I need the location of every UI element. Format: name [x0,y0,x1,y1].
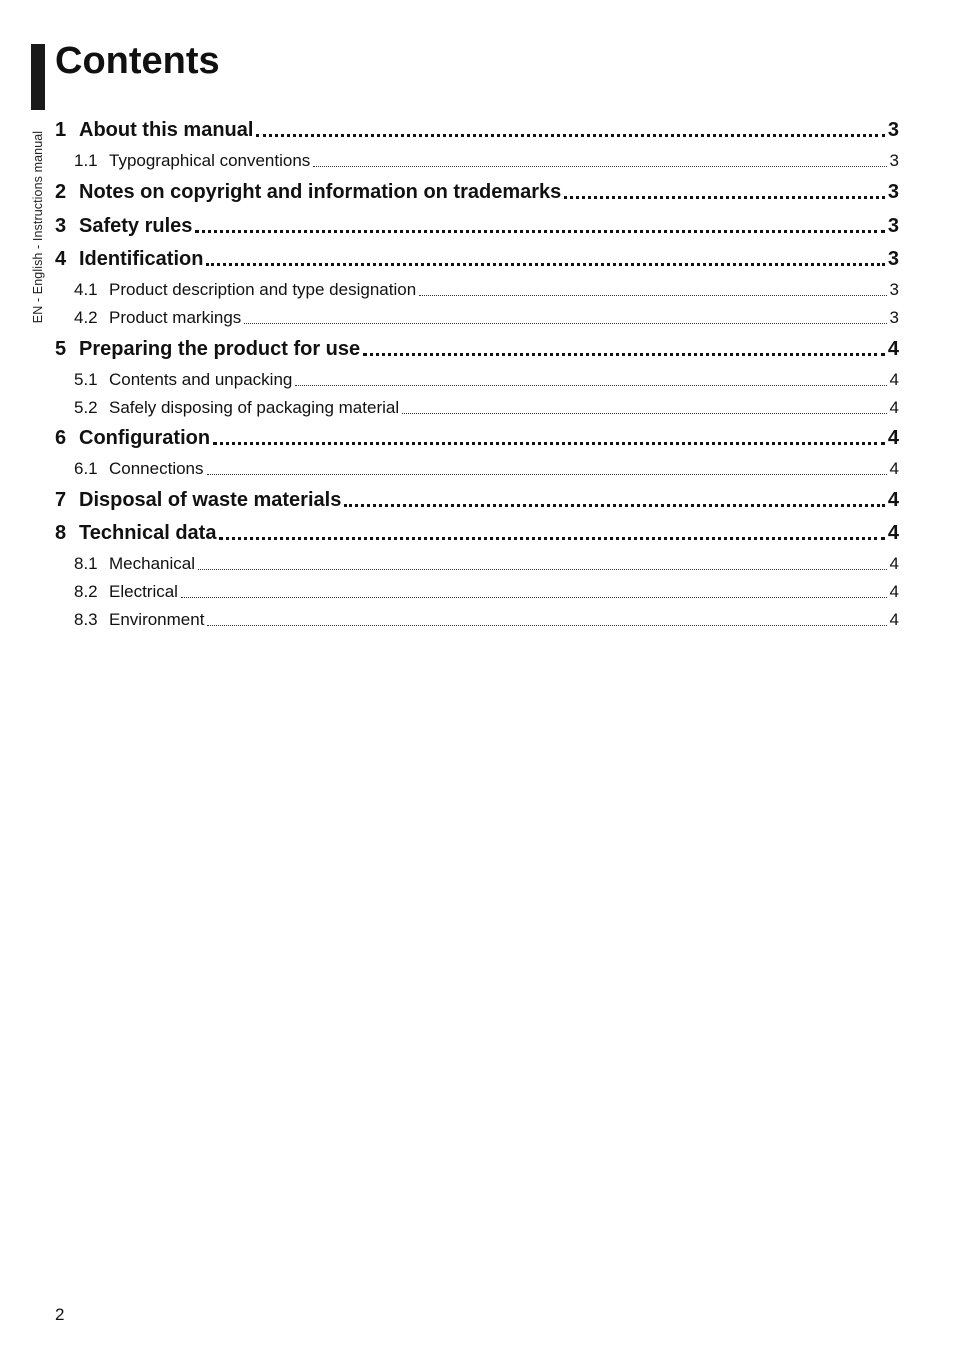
toc-entry-1-1[interactable] [55,150,899,172]
toc-entry-page: 3 [889,151,899,170]
toc-dot-leader [564,194,885,199]
toc-entry-number: 5 [55,338,67,360]
toc-dot-leader [363,351,885,356]
toc-entry-page: 4 [889,610,899,629]
toc-entry-7[interactable] [55,487,899,513]
toc-entry-5-1[interactable] [55,369,899,391]
toc-entry-title: Product markings [109,308,242,327]
toc-entry-4-2[interactable] [55,307,899,329]
toc-entry-page: 3 [887,119,899,141]
toc-entry-number: 4.2 [74,308,98,327]
toc-entry-5-2[interactable] [55,397,899,419]
toc-dot-leader [198,567,887,570]
toc-dot-leader [181,595,887,598]
toc-entry-number: 8.2 [74,582,98,601]
toc-entry-title: Electrical [109,582,178,601]
toc-entry-page: 4 [887,489,899,511]
page-number: 2 [55,1305,65,1324]
toc-entry-title: Safely disposing of packaging material [109,398,400,417]
toc-entry-6[interactable] [55,425,899,451]
toc-entry-title: Typographical conventions [109,151,311,170]
toc-entry-number: 6.1 [74,459,98,478]
toc-entry-number: 8.3 [74,610,98,629]
toc-entry-title: Environment [109,610,205,629]
toc-entry-number: 6 [55,427,67,449]
toc-entry-title: About this manual [79,119,254,141]
toc-entry-3[interactable] [55,213,899,239]
toc-entry-title: Configuration [79,427,211,449]
toc-entry-number: 5.2 [74,398,98,417]
toc-entry-5[interactable] [55,336,899,362]
toc-entry-title: Preparing the product for use [79,338,361,360]
toc-dot-leader [419,293,886,296]
toc-entry-number: 3 [55,215,67,237]
toc-entry-page: 3 [887,215,899,237]
toc-entry-page: 4 [889,398,899,417]
toc-dot-leader [207,623,886,626]
table-of-contents [55,0,899,700]
toc-dot-leader [206,261,884,266]
toc-entry-title: Product description and type designation [109,280,417,299]
toc-dot-leader [313,164,886,167]
toc-entry-page: 4 [887,522,899,544]
toc-entry-page: 4 [889,370,899,389]
toc-entry-page: 3 [889,308,899,327]
toc-entry-page: 3 [887,248,899,270]
toc-entry-4[interactable] [55,246,899,272]
toc-entry-page: 4 [887,427,899,449]
toc-entry-title: Connections [109,459,204,478]
toc-entry-title: Contents and unpacking [109,370,293,389]
toc-dot-leader [244,321,886,324]
toc-entry-page: 3 [887,181,899,203]
toc-entry-8-2[interactable] [55,581,899,603]
toc-entry-title: Disposal of waste materials [79,489,342,511]
toc-entry-page: 3 [889,280,899,299]
toc-entry-4-1[interactable] [55,279,899,301]
toc-entry-number: 1.1 [74,151,98,170]
toc-entry-page: 4 [889,459,899,478]
toc-entry-number: 7 [55,489,67,511]
toc-entry-title: Mechanical [109,554,195,573]
toc-entry-page: 4 [887,338,899,360]
toc-entry-number: 1 [55,119,67,141]
toc-entry-8[interactable] [55,520,899,546]
toc-entry-title: Safety rules [79,215,193,237]
toc-entry-2[interactable] [55,179,899,205]
toc-entry-1[interactable] [55,117,899,143]
toc-entry-8-3[interactable] [55,609,899,631]
toc-entry-8-1[interactable] [55,553,899,575]
toc-dot-leader [219,535,884,540]
toc-entry-number: 8 [55,522,67,544]
side-language-label: EN - English - Instructions manual [31,130,45,324]
toc-dot-leader [295,383,886,386]
toc-entry-page: 4 [889,554,899,573]
toc-dot-leader [207,472,887,475]
toc-entry-number: 2 [55,181,67,203]
toc-entry-6-1[interactable] [55,458,899,480]
toc-entry-title: Notes on copyright and information on trademarks [79,181,562,203]
toc-dot-leader [402,411,886,414]
section-marker-bar [31,44,45,110]
toc-entry-number: 4 [55,248,67,270]
toc-dot-leader [344,502,885,507]
toc-dot-leader [213,440,885,445]
toc-dot-leader [195,228,884,233]
toc-entry-number: 4.1 [74,280,98,299]
toc-entry-number: 8.1 [74,554,98,573]
toc-dot-leader [256,132,884,137]
toc-entry-title: Technical data [79,522,217,544]
page-title: Contents [55,40,220,82]
toc-entry-page: 4 [889,582,899,601]
toc-entry-number: 5.1 [74,370,98,389]
toc-entry-title: Identification [79,248,204,270]
